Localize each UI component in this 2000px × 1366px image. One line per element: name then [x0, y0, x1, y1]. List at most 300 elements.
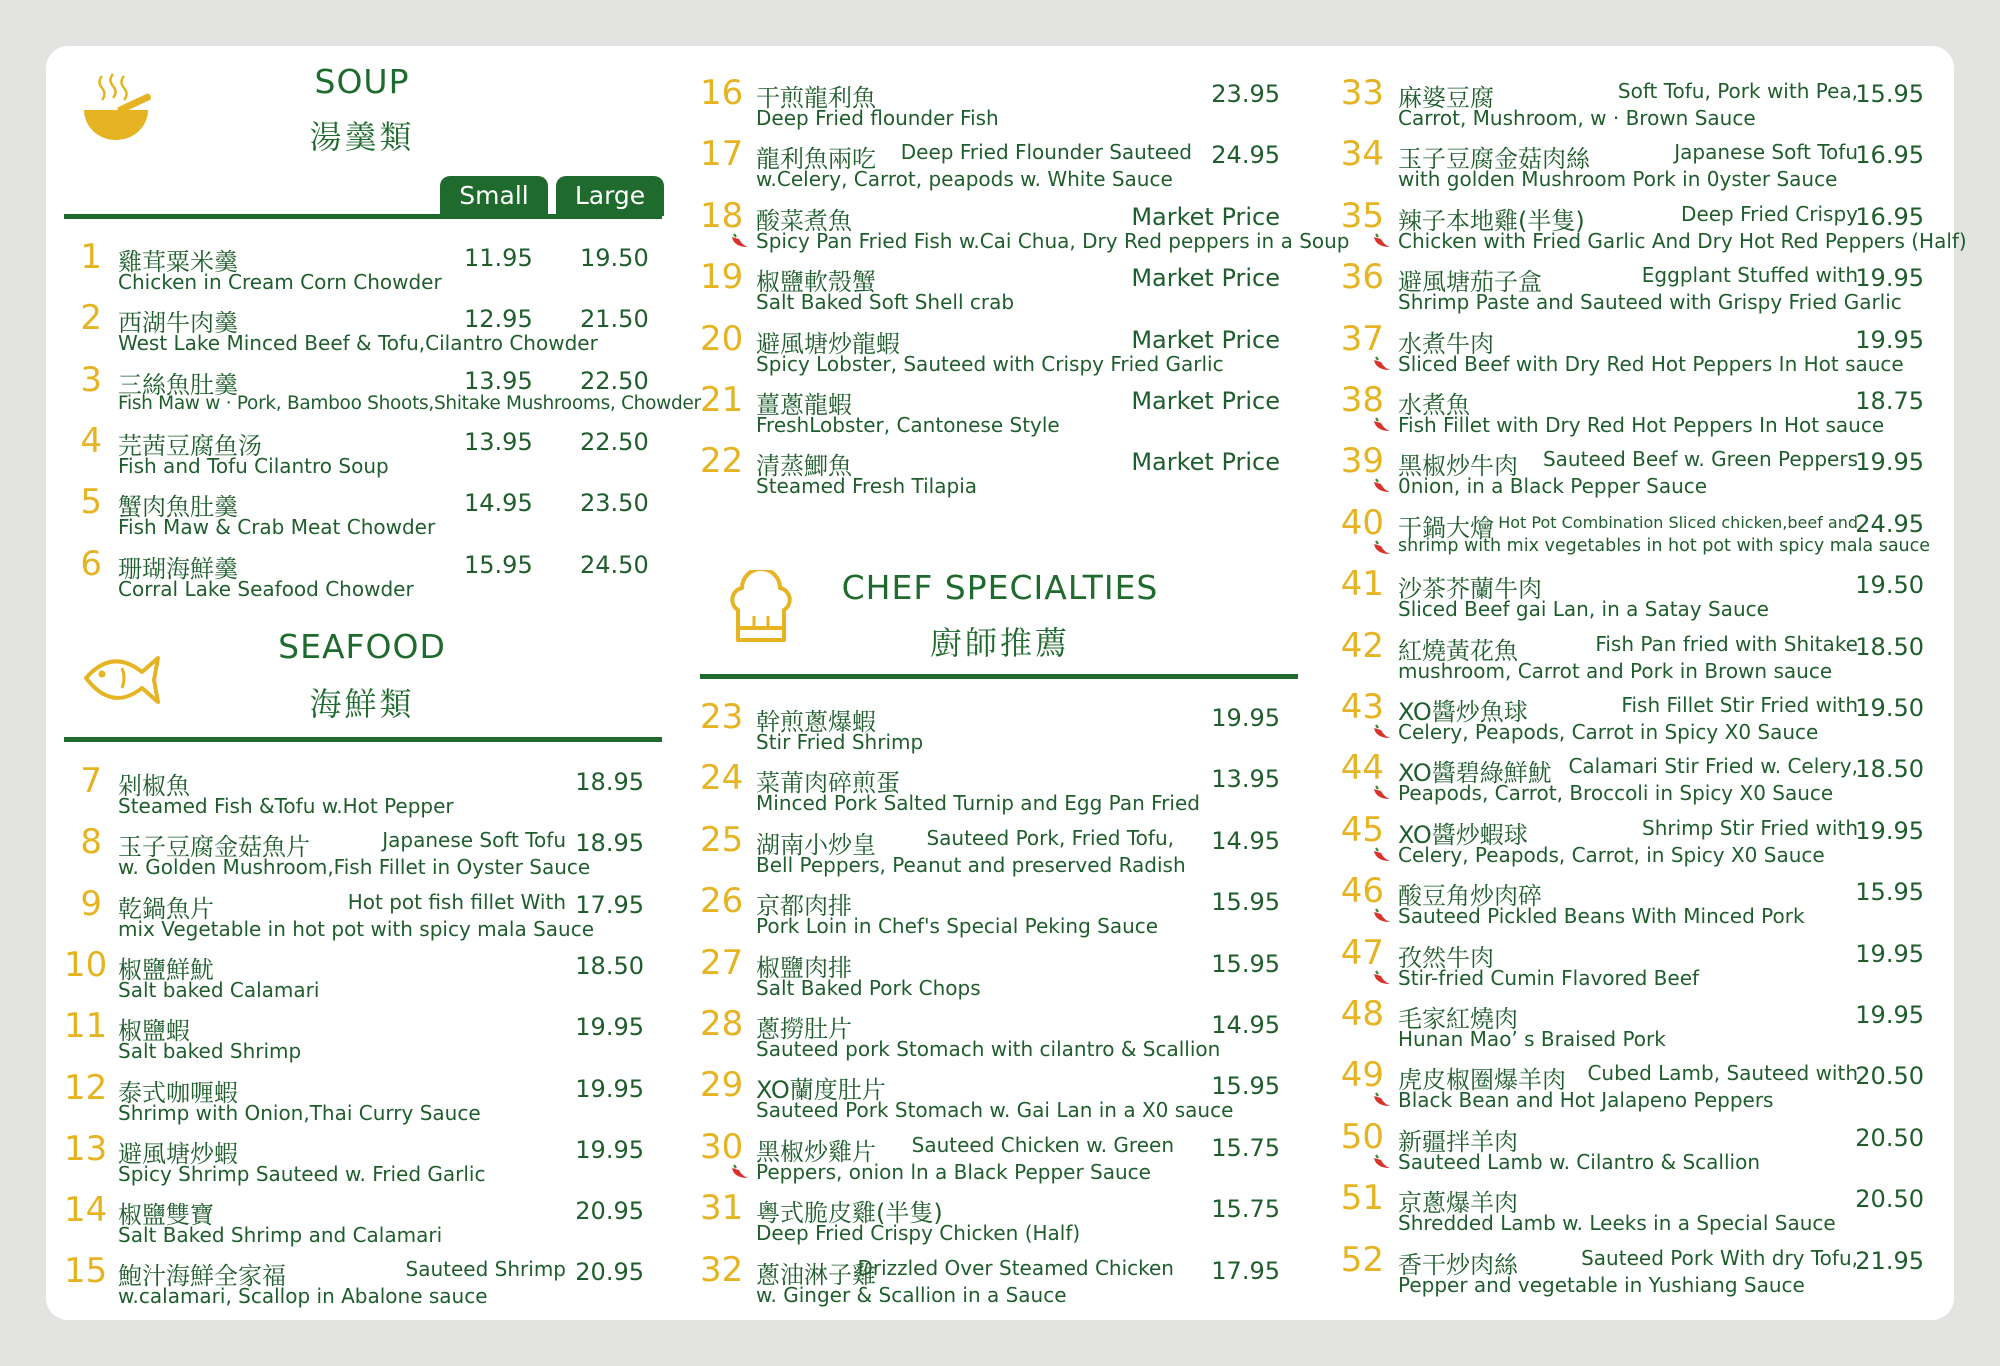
price-large: 21.50: [580, 305, 649, 334]
item-description: Black Bean and Hot Jalapeno Peppers: [1398, 1088, 1774, 1113]
menu-item: [700, 1004, 1300, 1072]
item-price: Market Price: [1131, 387, 1280, 415]
chili-pepper-icon: [1372, 417, 1392, 433]
item-number: 40: [1340, 502, 1384, 543]
item-name-zh: 椒鹽雙寶: [118, 1201, 214, 1230]
item-number: 29: [700, 1065, 744, 1106]
item-description: 0nion, in a Black Pepper Sauce: [1398, 474, 1708, 499]
item-description-line1: Sauteed Pork With dry Tofu,: [1581, 1245, 1858, 1270]
menu-item: [1340, 73, 1930, 141]
price-large: 19.50: [580, 244, 649, 272]
item-price: 19.95: [1855, 325, 1924, 354]
item-name-zh: 蔥撈肚片: [756, 1015, 852, 1043]
item-description-line1: Calamari Stir Fried w. Celery,: [1568, 754, 1858, 779]
item-price: 15.95: [1211, 1072, 1280, 1101]
chili-pepper-icon: [1372, 1092, 1392, 1108]
item-number: 33: [1340, 73, 1384, 113]
item-number: 10: [64, 944, 108, 985]
item-price: 20.95: [575, 1258, 644, 1287]
item-name-zh: 椒鹽肉排: [756, 953, 852, 982]
item-price: 15.95: [1211, 949, 1280, 978]
item-name-zh: 辣子本地雞(半隻): [1398, 206, 1585, 235]
item-name-zh: 椒鹽蝦: [118, 1017, 190, 1046]
price-small: 13.95: [464, 427, 533, 456]
item-name-zh: 清蒸鯽魚: [756, 452, 852, 481]
soup-divider: [64, 214, 662, 219]
item-number: 38: [1340, 380, 1384, 420]
item-price: 20.50: [1855, 1185, 1924, 1214]
item-name-zh: 幹煎蔥爆蝦: [756, 708, 876, 736]
item-number: 51: [1340, 1178, 1384, 1219]
item-description: mushroom, Carrot and Pork in Brown sauce: [1398, 658, 1833, 683]
item-description: Bell Peppers, Peanut and preserved Radish: [756, 852, 1186, 877]
item-description-line1: Drizzled Over Steamed Chicken: [857, 1255, 1174, 1280]
item-price: 17.95: [1211, 1256, 1280, 1285]
chili-pepper-icon: [730, 1164, 750, 1180]
item-number: 26: [700, 881, 744, 922]
price-large: 22.50: [580, 427, 649, 456]
item-description: Celery, Peapods, Carrot in Spicy X0 Sauce: [1398, 720, 1819, 744]
item-price: 15.75: [1211, 1195, 1280, 1224]
item-description: Fish Maw w · Pork, Bamboo Shoots,Shitake Mushrooms, Chowder: [118, 392, 701, 414]
item-number: 21: [700, 380, 744, 420]
item-price: Market Price: [1131, 325, 1280, 354]
item-description: w. Golden Mushroom,Fish Fillet in Oyster Sauce: [118, 855, 591, 880]
item-number: 6: [80, 543, 102, 584]
item-description: Peapods, Carrot, Broccoli in Spicy X0 Sauce: [1398, 781, 1834, 806]
item-price: 23.95: [1211, 80, 1280, 108]
item-description: Sauteed Pork Stomach w. Gai Lan in a X0 sauce: [756, 1098, 1234, 1123]
seafood-divider: [64, 737, 662, 742]
item-description: Sliced Beef gai Lan, in a Satay Sauce: [1398, 597, 1769, 622]
item-price: 19.95: [1855, 264, 1924, 293]
item-description-line1: Sauteed Beef w. Green Peppers: [1542, 447, 1858, 472]
item-name-zh: 黑椒炒雞片: [756, 1137, 876, 1166]
item-number: 39: [1340, 441, 1384, 482]
item-description: w.calamari, Scallop in Abalone sauce: [118, 1284, 488, 1309]
chili-pepper-icon: [1372, 233, 1392, 249]
item-description-line1: Soft Tofu, Pork with Pea,: [1617, 79, 1858, 103]
item-name-zh: 椒鹽軟殼蟹: [756, 268, 876, 297]
item-name-zh: 雞茸粟米羹: [118, 248, 238, 276]
menu-item: [1340, 809, 1930, 878]
item-number: 19: [700, 257, 744, 298]
item-number: 44: [1340, 748, 1384, 789]
item-name-zh: 京都肉排: [756, 892, 852, 921]
item-number: 30: [700, 1126, 744, 1167]
item-description: Salt baked Shrimp: [118, 1039, 302, 1064]
item-price: Market Price: [1131, 448, 1280, 477]
item-price: 20.95: [575, 1197, 644, 1226]
item-price: 19.50: [1855, 571, 1924, 600]
menu-item: [1340, 1116, 1930, 1185]
menu-item: [1340, 1178, 1930, 1246]
item-name-zh: 避風塘炒蝦: [118, 1139, 238, 1168]
item-name-zh: 薑蔥龍蝦: [756, 391, 852, 419]
chili-pepper-icon: [1372, 847, 1392, 863]
item-price: 15.95: [1211, 888, 1280, 917]
menu-item: [64, 1006, 664, 1074]
item-description: Shredded Lamb w. Leeks in a Special Sauce: [1398, 1211, 1836, 1236]
item-number: 31: [700, 1188, 744, 1229]
item-number: 47: [1340, 932, 1384, 973]
item-description: Minced Pork Salted Turnip and Egg Pan Fried: [756, 791, 1200, 816]
menu-item: [1340, 1055, 1930, 1123]
menu-item: [64, 543, 664, 612]
item-price: 18.50: [575, 951, 644, 980]
item-description: with golden Mushroom Pork in 0yster Sauce: [1398, 167, 1838, 192]
menu-item: [1340, 195, 1967, 264]
item-number: 37: [1340, 318, 1384, 359]
menu-item: [1340, 134, 1930, 202]
menu-item: [1340, 871, 1930, 939]
item-description-line1: Sauteed Shrimp: [405, 1257, 566, 1282]
item-description-line1: Eggplant Stuffed with: [1641, 263, 1858, 288]
item-description-line1: Fish Pan fried with Shitake: [1595, 631, 1858, 656]
menu-item: [700, 1249, 1300, 1318]
item-description: Stir-fried Cumin Flavored Beef: [1398, 965, 1700, 990]
item-name-zh: 麻婆豆腐: [1398, 84, 1494, 112]
item-number: 8: [80, 822, 102, 863]
item-number: 20: [700, 318, 744, 359]
menu-item: [64, 420, 664, 489]
item-number: 49: [1340, 1055, 1384, 1096]
item-description: Carrot, Mushroom, w · Brown Sauce: [1398, 106, 1756, 130]
soup-bowl-icon: [80, 70, 156, 146]
item-name-zh: 玉子豆腐金菇肉絲: [1398, 145, 1590, 174]
item-name-zh: 孜然牛肉: [1398, 943, 1494, 972]
item-price: 19.95: [1855, 816, 1924, 845]
size-small-label: Small: [440, 176, 548, 216]
item-description: Spicy Shrimp Sauteed w. Fried Garlic: [118, 1161, 486, 1186]
item-name-zh: 酸菜煮魚: [756, 206, 852, 235]
menu-item: [1340, 257, 1930, 325]
menu-item: [700, 441, 1300, 509]
item-price: 18.75: [1855, 387, 1924, 415]
item-price: Market Price: [1131, 264, 1280, 293]
item-description: mix Vegetable in hot pot with spicy mala Sauce: [118, 916, 594, 941]
item-price: 24.95: [1211, 141, 1280, 170]
item-number: 24: [700, 758, 744, 799]
menu-item: [64, 1067, 664, 1136]
item-number: 22: [700, 441, 744, 482]
item-description-line1: Hot Pot Combination Sliced chicken,beef and: [1498, 512, 1858, 532]
item-description-line1: Hot pot fish fillet With: [347, 889, 566, 914]
item-description: Salt baked Calamari: [118, 977, 320, 1002]
menu-item: [64, 1190, 664, 1258]
menu-item: [700, 1065, 1300, 1133]
item-number: 4: [80, 420, 102, 461]
menu-item: [700, 1126, 1300, 1195]
menu-item: [64, 822, 664, 890]
menu-item: [1340, 502, 1931, 571]
menu-item: [1340, 748, 1930, 816]
item-number: 27: [700, 942, 744, 983]
item-name-zh: 紅燒黃花魚: [1398, 636, 1518, 665]
item-description: Sauteed pork Stomach with cilantro & Scallion: [756, 1037, 1221, 1061]
item-price: 19.95: [1855, 939, 1924, 968]
item-number: 41: [1340, 564, 1384, 605]
item-name-zh: 沙茶芥蘭牛肉: [1398, 575, 1542, 604]
item-name-zh: 干煎龍利魚: [756, 84, 876, 112]
item-description: Sauteed Pickled Beans With Minced Pork: [1398, 904, 1805, 929]
item-description: Peppers, onion ln a Black Pepper Sauce: [756, 1159, 1151, 1184]
item-name-zh: XO醬炒魚球: [1398, 698, 1528, 726]
item-price: Market Price: [1131, 202, 1280, 231]
menu-item: [1340, 564, 1930, 632]
item-description: Salt Baked Pork Chops: [756, 975, 981, 1000]
item-name-zh: XO蘭度肚片: [756, 1076, 886, 1105]
item-description: Corral Lake Seafood Chowder: [118, 576, 414, 601]
item-name-zh: 水煮魚: [1398, 391, 1470, 419]
item-number: 32: [700, 1249, 744, 1290]
menu-item: [700, 195, 1350, 264]
item-description: Steamed Fresh Tilapia: [756, 474, 978, 499]
item-name-zh: 粵式脆皮雞(半隻): [756, 1199, 943, 1228]
price-small: 15.95: [464, 550, 533, 579]
chef-title: CHEF SPECIALTIES: [841, 568, 1159, 607]
item-name-zh: 芫茜豆腐鱼汤: [118, 431, 262, 460]
soup-title: SOUP: [314, 62, 410, 101]
item-name-zh: 玉子豆腐金菇魚片: [118, 833, 310, 862]
item-description-line1: Deep Fried Flounder Sauteed: [900, 140, 1192, 165]
menu-item: [1340, 441, 1930, 509]
item-description: w. Ginger & Scallion in a Sauce: [756, 1282, 1067, 1307]
item-number: 46: [1340, 871, 1384, 912]
menu-item: [1340, 1239, 1930, 1308]
item-description: Spicy Pan Fried Fish w.Cai Chua, Dry Red peppers in a Soup: [756, 228, 1350, 253]
menu-item: [1340, 687, 1930, 755]
item-name-zh: 龍利魚兩吃: [756, 145, 876, 174]
chili-pepper-icon: [1372, 785, 1392, 801]
item-number: 42: [1340, 625, 1384, 666]
item-number: 35: [1340, 195, 1384, 236]
item-name-zh: 鮑汁海鮮全家福: [118, 1262, 286, 1291]
item-price: 18.50: [1855, 632, 1924, 661]
menu-item: [64, 944, 664, 1013]
item-description-line1: Cubed Lamb, Sauteed with: [1587, 1061, 1858, 1086]
menu-item: [1340, 932, 1930, 1001]
item-price: 16.95: [1855, 202, 1924, 231]
item-description-line1: Fish Fillet Stir Fried with: [1621, 693, 1858, 717]
chili-pepper-icon: [1372, 908, 1392, 924]
item-number: 43: [1340, 687, 1384, 727]
item-description: Fish Maw & Crab Meat Chowder: [118, 515, 436, 540]
item-number: 16: [700, 73, 744, 113]
menu-item: [700, 697, 1300, 765]
item-name-zh: 西湖牛肉羹: [118, 309, 238, 338]
menu-item: [64, 1128, 664, 1197]
item-description: Salt Baked Shrimp and Calamari: [118, 1223, 443, 1248]
item-price: 15.75: [1211, 1133, 1280, 1162]
chili-pepper-icon: [1372, 478, 1392, 494]
seafood-title-zh: 海鮮類: [309, 685, 415, 723]
price-large: 23.50: [580, 489, 649, 518]
menu-item: [700, 942, 1300, 1011]
item-description: Chicken in Cream Corn Chowder: [118, 270, 442, 294]
item-description: Fish Fillet with Dry Red Hot Peppers In Hot sauce: [1398, 413, 1885, 437]
item-price: 13.95: [1211, 765, 1280, 794]
item-price: 14.95: [1211, 1011, 1280, 1039]
menu-item: [1340, 994, 1930, 1062]
item-number: 7: [80, 761, 102, 801]
item-name-zh: 珊瑚海鮮羹: [118, 554, 238, 583]
item-description: Shrimp Paste and Sauteed with Grispy Fried Garlic: [1398, 290, 1902, 315]
item-description: Steamed Fish &Tofu w.Hot Pepper: [118, 794, 454, 818]
item-number: 28: [700, 1004, 744, 1044]
item-name-zh: 干鍋大燴: [1398, 513, 1494, 542]
item-number: 9: [80, 883, 102, 924]
price-small: 12.95: [464, 305, 533, 334]
item-description: Shrimp with Onion,Thai Curry Sauce: [118, 1100, 481, 1125]
item-name-zh: 菜莆肉碎煎蛋: [756, 769, 900, 798]
item-name-zh: XO醬炒蝦球: [1398, 820, 1528, 849]
item-name-zh: 泰式咖喱蝦: [118, 1078, 238, 1107]
menu-item: [64, 359, 701, 428]
item-name-zh: 蟹肉魚肚羹: [118, 493, 238, 522]
item-description: Sauteed Lamb w. Cilantro & Scallion: [1398, 1149, 1761, 1174]
chili-pepper-icon: [1372, 540, 1392, 556]
item-description-line1: Deep Fried Crispy: [1681, 201, 1858, 226]
item-description-line1: Sauteed Chicken w. Green: [911, 1132, 1174, 1157]
item-name-zh: XO醬碧綠鮮魷: [1398, 759, 1552, 788]
item-name-zh: 虎皮椒圈爆羊肉: [1398, 1066, 1566, 1095]
item-price: 19.95: [1855, 1001, 1924, 1029]
menu-item: [1340, 625, 1930, 694]
menu-item: [700, 257, 1300, 325]
price-small: 11.95: [464, 244, 533, 272]
item-name-zh: 避風塘炒龍蝦: [756, 329, 900, 358]
menu-item: [700, 758, 1300, 826]
item-description: Pork Loin in Chef's Special Peking Sauce: [756, 914, 1159, 939]
item-number: 15: [64, 1251, 108, 1292]
item-name-zh: 黑椒炒牛肉: [1398, 452, 1518, 481]
item-number: 1: [80, 237, 102, 277]
item-description: Salt Baked Soft Shell crab: [756, 290, 1015, 315]
item-number: 12: [64, 1067, 108, 1108]
item-price: 18.95: [575, 829, 644, 858]
item-price: 18.95: [575, 768, 644, 796]
item-description: Stir Fried Shrimp: [756, 730, 924, 754]
chili-pepper-icon: [1372, 356, 1392, 372]
item-name-zh: 酸豆角炒肉碎: [1398, 882, 1542, 911]
item-number: 36: [1340, 257, 1384, 298]
item-price: 18.50: [1855, 755, 1924, 784]
item-name-zh: 剁椒魚: [118, 772, 190, 800]
item-number: 25: [700, 819, 744, 860]
item-name-zh: 椒鹽鮮魷: [118, 955, 214, 984]
price-large: 24.50: [580, 550, 649, 579]
item-price: 21.95: [1855, 1246, 1924, 1275]
menu-item: [64, 482, 664, 550]
chili-pepper-icon: [1372, 724, 1392, 740]
item-description: West Lake Minced Beef & Tofu,Cilantro Chowder: [118, 331, 598, 356]
chili-pepper-icon: [1372, 970, 1392, 986]
menu-item: [700, 134, 1300, 202]
item-description-line1: Japanese Soft Tofu: [382, 828, 566, 853]
item-price: 15.95: [1855, 80, 1924, 108]
item-number: 52: [1340, 1239, 1384, 1280]
item-description: Fish and Tofu Cilantro Soup: [118, 453, 389, 478]
price-small: 14.95: [464, 489, 533, 518]
item-number: 17: [700, 134, 744, 175]
item-description: Chicken with Fried Garlic And Dry Hot Red Peppers (Half): [1398, 228, 1967, 253]
seafood-title: SEAFOOD: [278, 627, 446, 666]
item-name-zh: 香干炒肉絲: [1398, 1250, 1518, 1279]
chef-divider: [700, 674, 1298, 679]
menu-item: [64, 298, 664, 366]
item-number: 14: [64, 1190, 108, 1231]
item-number: 23: [700, 697, 744, 737]
item-number: 5: [80, 482, 102, 523]
item-price: 20.50: [1855, 1062, 1924, 1091]
item-price: 19.95: [1211, 704, 1280, 732]
chili-pepper-icon: [730, 233, 750, 249]
item-number: 50: [1340, 1116, 1384, 1157]
item-description-line1: Shrimp Stir Fried with: [1642, 815, 1858, 840]
size-large-label: Large: [556, 176, 664, 216]
item-price: 19.95: [575, 1074, 644, 1103]
menu-item: [700, 73, 1300, 141]
menu-item: [700, 380, 1300, 448]
item-name-zh: 新疆拌羊肉: [1398, 1127, 1518, 1156]
item-number: 11: [64, 1006, 108, 1047]
item-description: Spicy Lobster, Sauteed with Crispy Fried Garlic: [756, 351, 1224, 376]
menu-item: [64, 761, 664, 829]
item-number: 45: [1340, 809, 1384, 850]
item-name-zh: 水煮牛肉: [1398, 329, 1494, 358]
chef-title-zh: 廚師推薦: [929, 624, 1070, 662]
item-name-zh: 毛家紅燒肉: [1398, 1005, 1518, 1033]
item-price: 15.95: [1855, 878, 1924, 907]
menu-item: [64, 1251, 664, 1319]
item-number: 2: [80, 298, 102, 339]
item-price: 20.50: [1855, 1123, 1924, 1152]
menu-item: [700, 819, 1300, 888]
item-description: Pepper and vegetable in Yushiang Sauce: [1398, 1272, 1805, 1297]
item-price: 19.95: [575, 1135, 644, 1164]
soup-title-zh: 湯羹類: [309, 118, 415, 156]
item-name-zh: 乾鍋魚片: [118, 894, 214, 923]
chef-hat-icon: [724, 570, 798, 650]
item-name-zh: 京蔥爆羊肉: [1398, 1189, 1518, 1218]
chili-pepper-icon: [1372, 1154, 1392, 1170]
menu-item: [700, 318, 1300, 387]
price-large: 22.50: [580, 366, 649, 395]
menu-item: [64, 237, 664, 305]
item-number: 3: [80, 359, 102, 400]
item-description-line1: Sauteed Pork, Fried Tofu,: [926, 825, 1174, 850]
item-number: 48: [1340, 994, 1384, 1034]
item-description: Deep Fried flounder Fish: [756, 106, 999, 130]
item-name-zh: 避風塘茄子盒: [1398, 268, 1542, 297]
item-description: w.Celery, Carrot, peapods w. White Sauce: [756, 167, 1173, 192]
item-name-zh: 蔥油淋子雞: [756, 1260, 876, 1289]
item-price: 19.95: [1855, 448, 1924, 477]
price-small: 13.95: [464, 366, 533, 395]
item-name-zh: 湖南小炒皇: [756, 830, 876, 859]
item-description-line1: Japanese Soft Tofu: [1674, 140, 1858, 165]
item-price: 16.95: [1855, 141, 1924, 170]
item-price: 17.95: [575, 890, 644, 919]
item-description: Deep Fried Crispy Chicken (Half): [756, 1221, 1081, 1246]
menu-item: [64, 883, 664, 952]
item-price: 24.95: [1855, 509, 1924, 538]
item-description: FreshLobster, Cantonese Style: [756, 413, 1060, 437]
menu-item: [1340, 318, 1930, 387]
item-number: 13: [64, 1128, 108, 1169]
menu-item: [700, 881, 1300, 949]
